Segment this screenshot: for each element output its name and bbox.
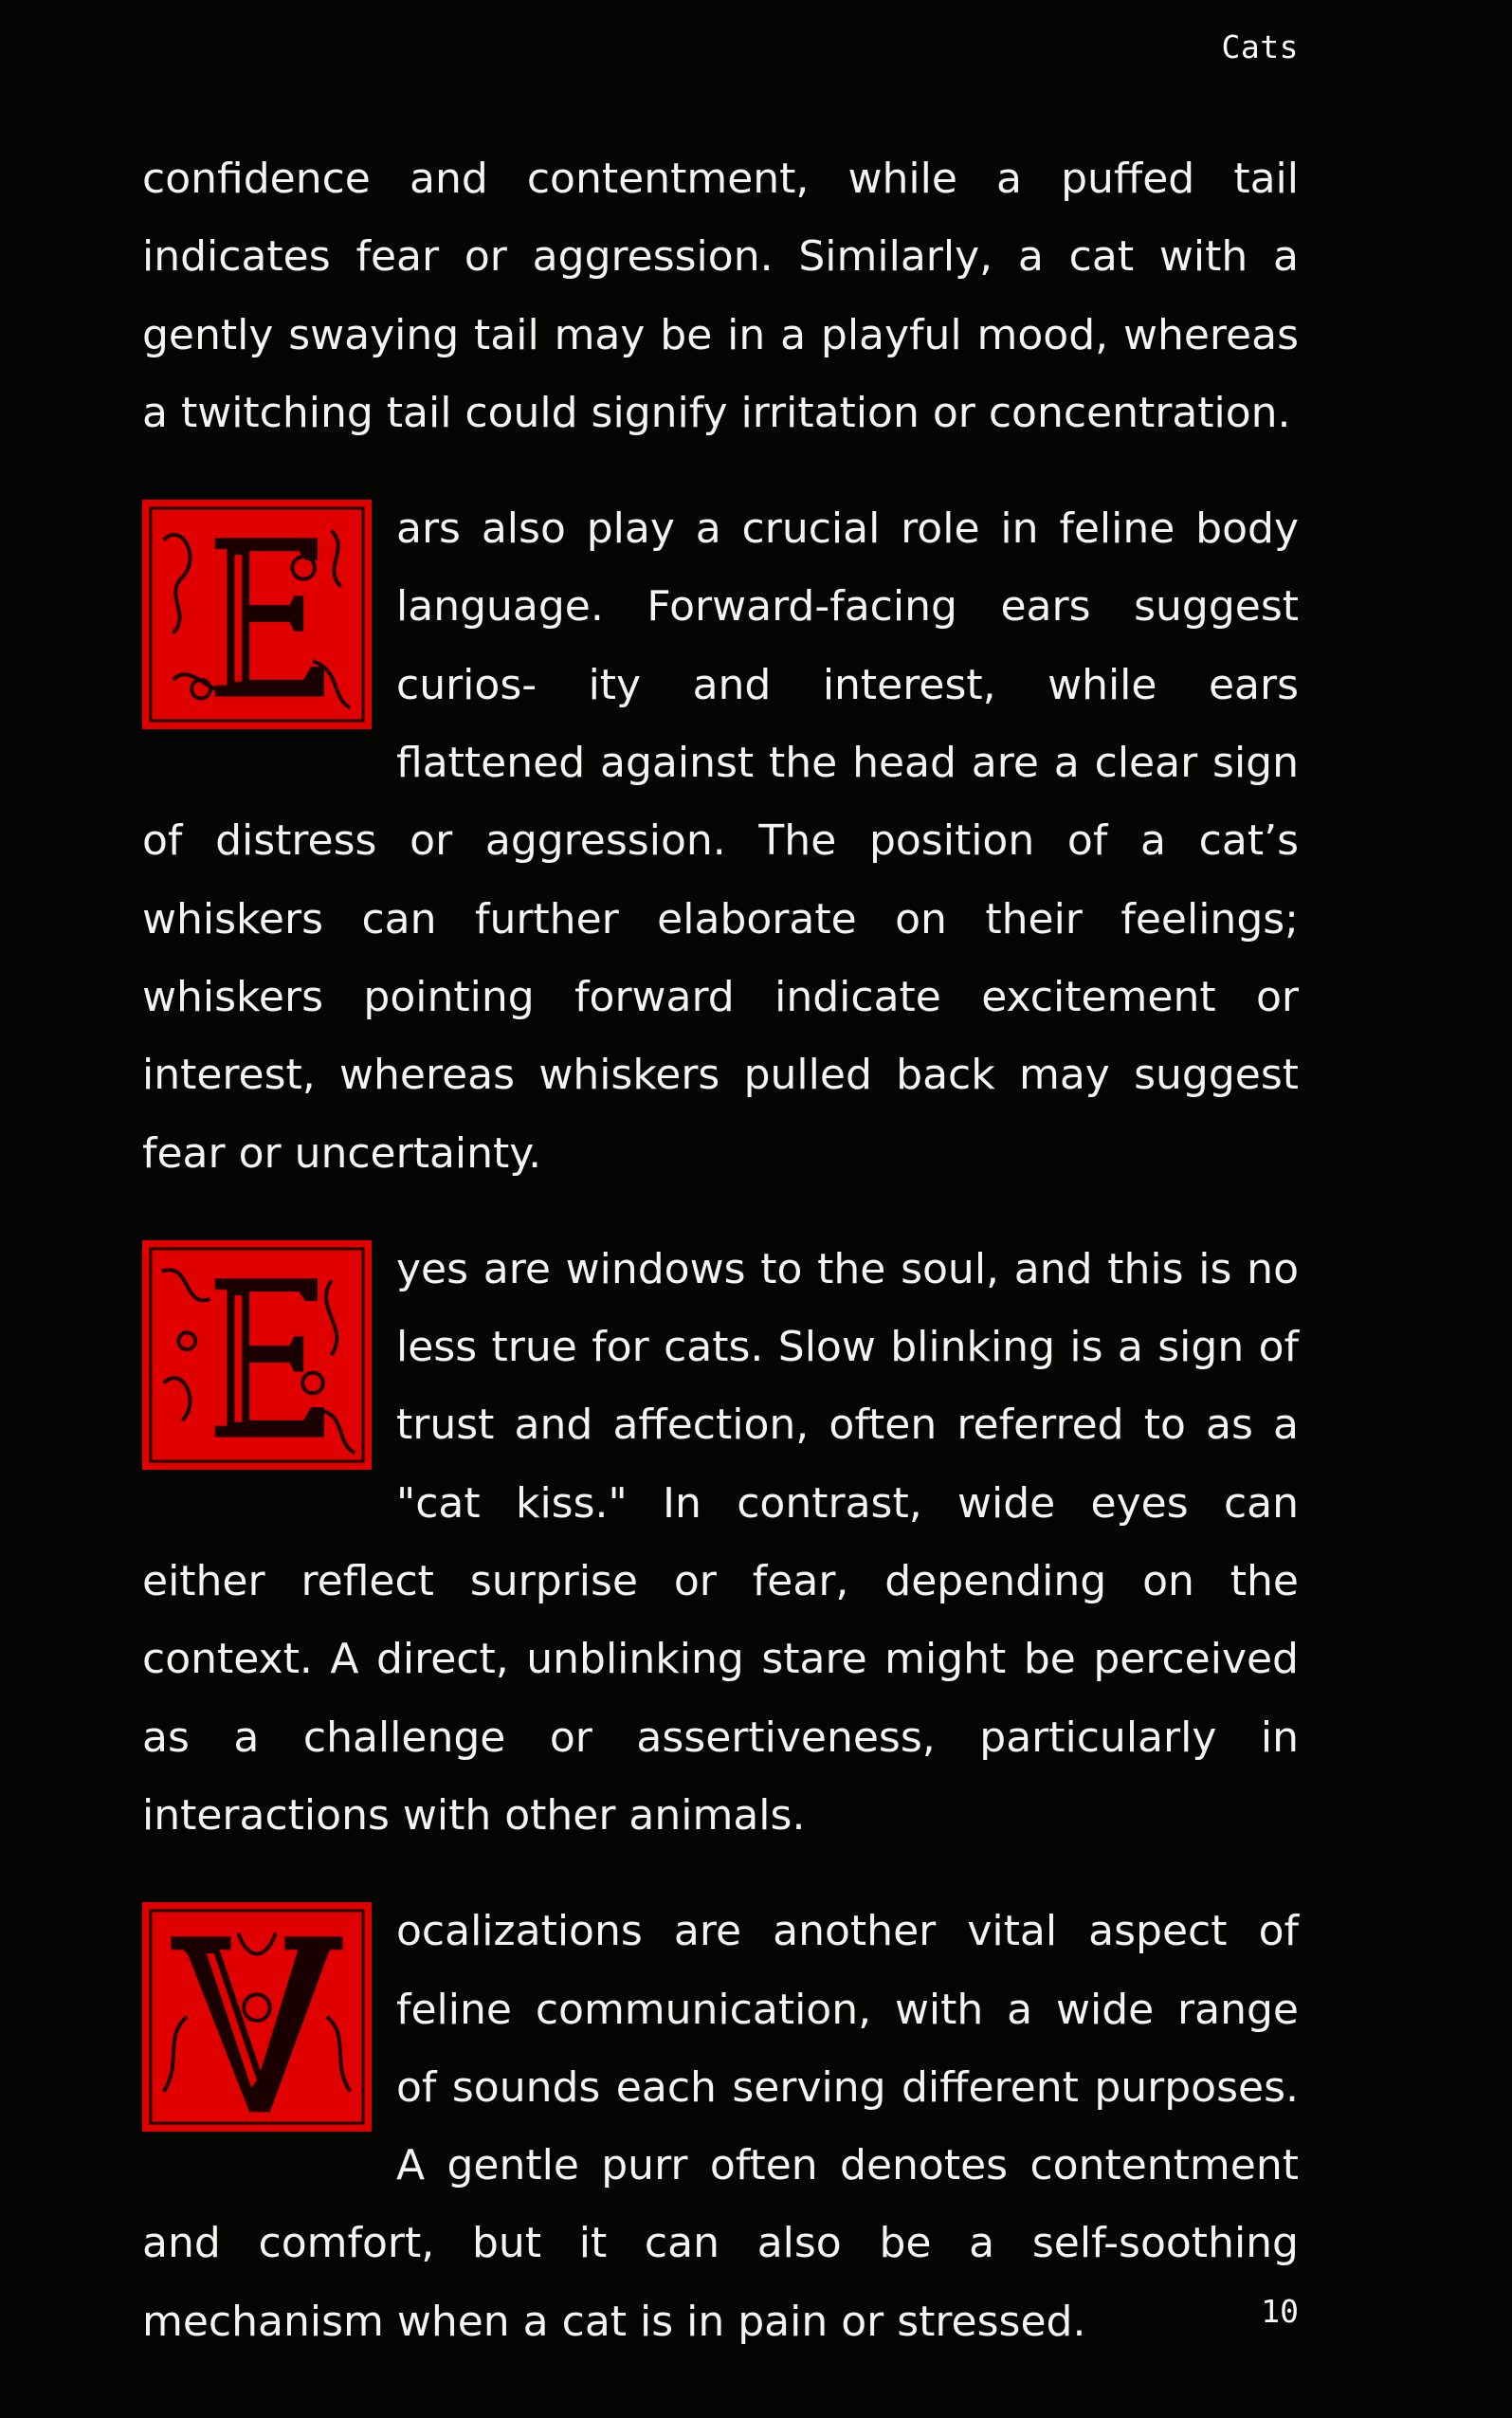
paragraph-3	[142, 1231, 1299, 1855]
paragraph-4	[142, 1893, 1299, 2361]
illuminated-initial-v-icon	[142, 1902, 372, 2132]
ornate-letter-v-icon	[145, 1905, 369, 2129]
running-header: Cats	[1221, 28, 1299, 65]
illuminated-initial-e-icon	[142, 1240, 372, 1470]
paragraph-1: confidence and contentment, while a puffed tail indicates fear or aggression. Similarly, a cat with a gently swaying tail may be in a playful mood, whereas a twitching tail could signify irritation or concentration.	[142, 155, 1299, 437]
paragraph-2	[142, 490, 1299, 1193]
page-body	[142, 140, 1299, 2399]
illuminated-initial-e-icon	[142, 500, 372, 729]
paragraph-3-text: yes are windows to the soul, and this is no less true for cats. Slow blinking is a sign of trust and affection, often referred to as a "cat kiss." In contrast, wide eyes can either reflect surprise or fear, depending on the context. A direct, unblinking stare might be perceived as a challenge or assertiveness, particularly in interactions with other animals.	[142, 1244, 1299, 1840]
paragraph-4-text: ocalizations are another vital aspect of feline communication, with a wide range of sounds each serving different purposes. A gentle purr often denotes contentment and comfort, but it can also be a self-soothing mechanism when a cat is in pain or stressed.	[142, 1907, 1299, 2346]
paragraph-2-text: ars also play a crucial role in feline body language. Forward-facing ears suggest curios- ity and interest, while ears flattened against the head are a clear sign of distress or aggression. The position of a cat’s whiskers can further elaborate on their feelings; whiskers pointing forward indicate excitement or interest, whereas whiskers pulled back may suggest fear or uncertainty.	[142, 504, 1299, 1178]
page-number: 10	[1261, 2293, 1299, 2330]
ornate-letter-e-icon	[145, 1243, 369, 1467]
ornate-letter-e-icon	[145, 503, 369, 726]
